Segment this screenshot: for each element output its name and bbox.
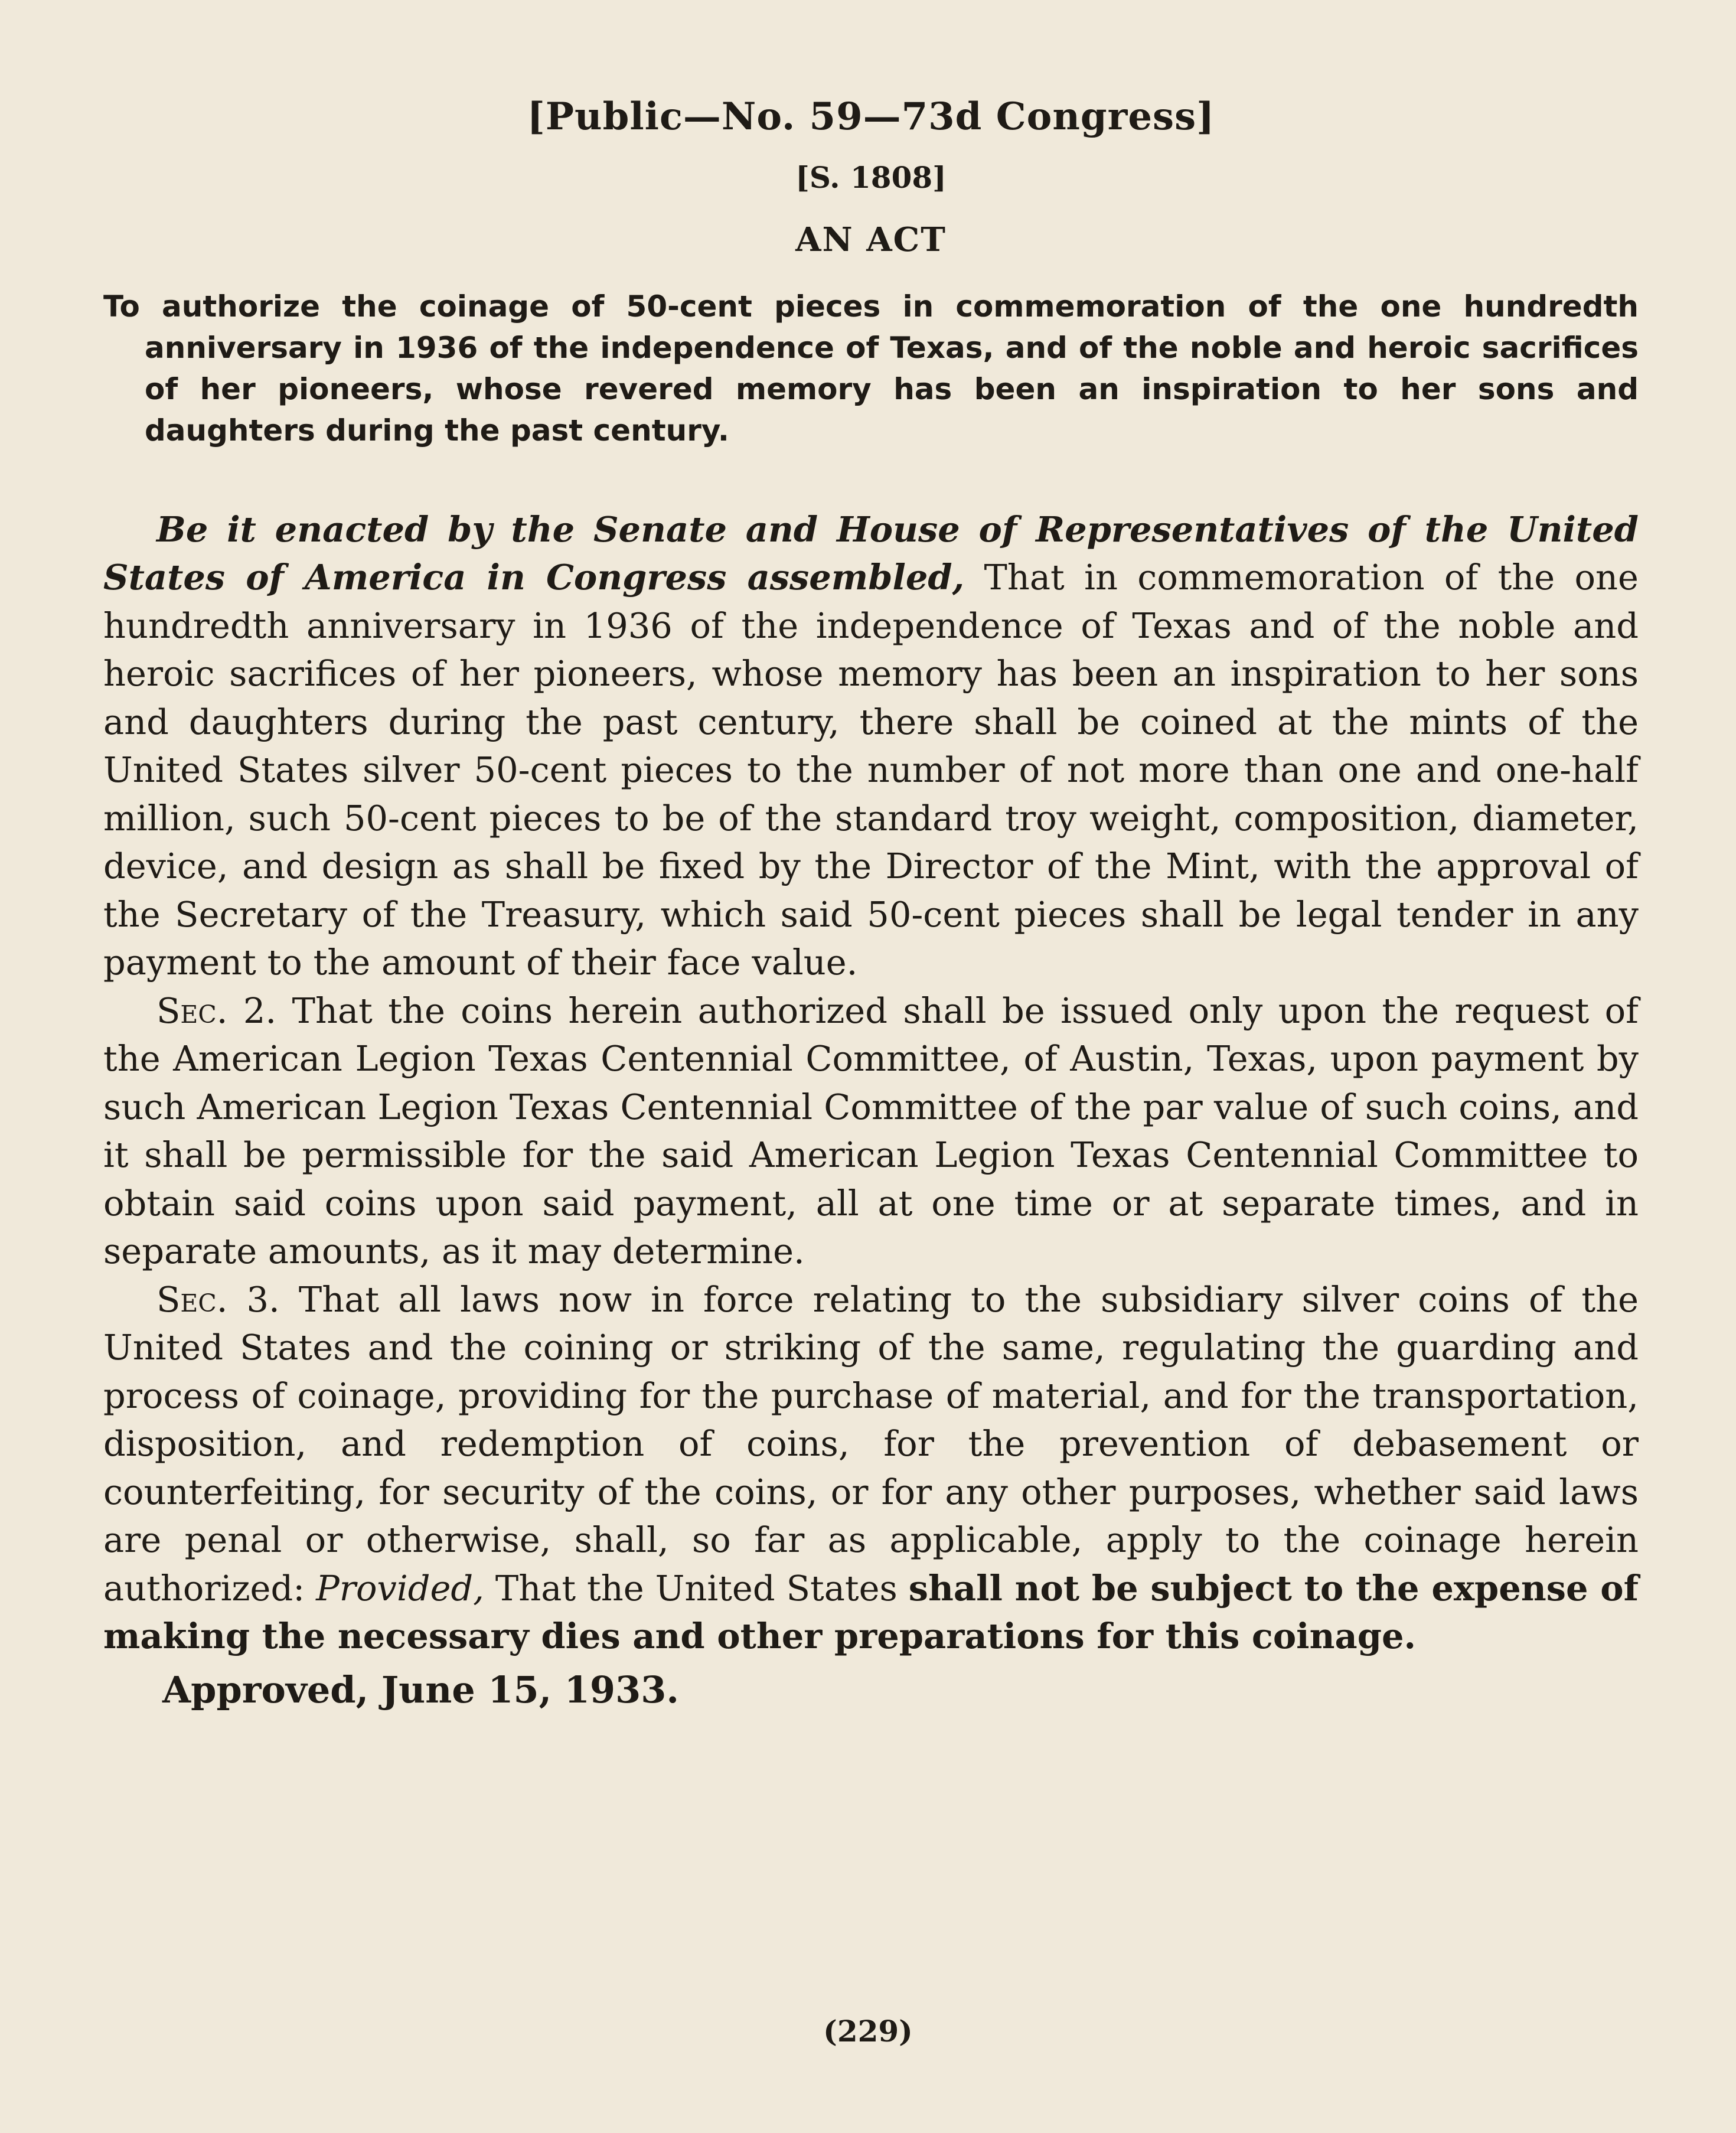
document-content <box>103 94 1639 1714</box>
section-3-label: Sec. 3. <box>156 1279 280 1320</box>
section-2-text: That the coins herein authorized shall be issued only upon the request of the American Legion Texas Centennial Committee, of Austin, Texas, upon payment by such American Legion Texas Centennial Committee of the par value of such coins, and it shall be permissible for the said American Legion Texas Centennial Committee to obtain said coins upon said payment, all at one time or at separate times, and in separate amounts, as it may determine. <box>103 990 1639 1272</box>
section-1-paragraph <box>103 505 1639 987</box>
bill-number-text: [S. 1808] <box>795 159 947 195</box>
act-title <box>103 220 1639 260</box>
enacting-clause: Be it enacted by the Senate and House of Representatives of the United States of America in Congress assembled, <box>103 508 1639 598</box>
act-purpose: To authorize the coinage of 50-cent pieces in commemoration of the one hundredth anniversary in 1936 of the independence of Texas, and of the noble and heroic sacrifices of her pioneers, whose revered memory has been an inspiration to her sons and daughters during the past century. <box>103 289 1639 448</box>
section-1-text: That in commemoration of the one hundredth anniversary in 1936 of the independence of Texas and of the noble and heroic sacrifices of her pioneers, whose memory has been an inspiration to her sons and daughters during the past century, there shall be coined at the mints of the United States silver 50-cent pieces to the number of not more than one and one-half million, such 50-cent pieces to be of the standard troy weight, composition, diameter, device, and design as shall be fixed by the Director of the Mint, with the approval of the Secretary of the Treasury, which said 50-cent pieces shall be legal tender in any payment to the amount of their face value. <box>103 557 1639 983</box>
act-body <box>103 505 1639 1661</box>
section-2-paragraph <box>103 987 1639 1276</box>
bill-number <box>103 160 1639 195</box>
act-title-text: AN ACT <box>795 220 947 259</box>
section-3-text: That all laws now in force relating to the subsidiary silver coins of the United States and the coining or striking of the same, regulating the guarding and process of coinage, providing for the purchase of material, and for the transportation, disposition, and redemption of coins, for the prevention of debasement or counterfeiting, for security of the coins, or for any other purposes, whether said laws are penal or otherwise, shall, so far as applicable, apply to the coinage herein authorized: <box>103 1279 1639 1609</box>
section-2-label: Sec. 2. <box>156 990 277 1031</box>
proviso-text-b: shall not be subject to the expense of making the necessary dies and other preparations for this coinage. <box>103 1567 1639 1657</box>
proviso-text-a: That the United States <box>495 1567 898 1609</box>
proviso-label: Provided, <box>316 1567 484 1609</box>
approval-date: Approved, June 15, 1933. <box>162 1668 679 1711</box>
public-law-number: [Public—No. 59—73d Congress] <box>527 94 1215 139</box>
page-number: (229) <box>823 2014 913 2049</box>
section-3-paragraph <box>103 1276 1639 1661</box>
public-law-header <box>103 94 1639 140</box>
